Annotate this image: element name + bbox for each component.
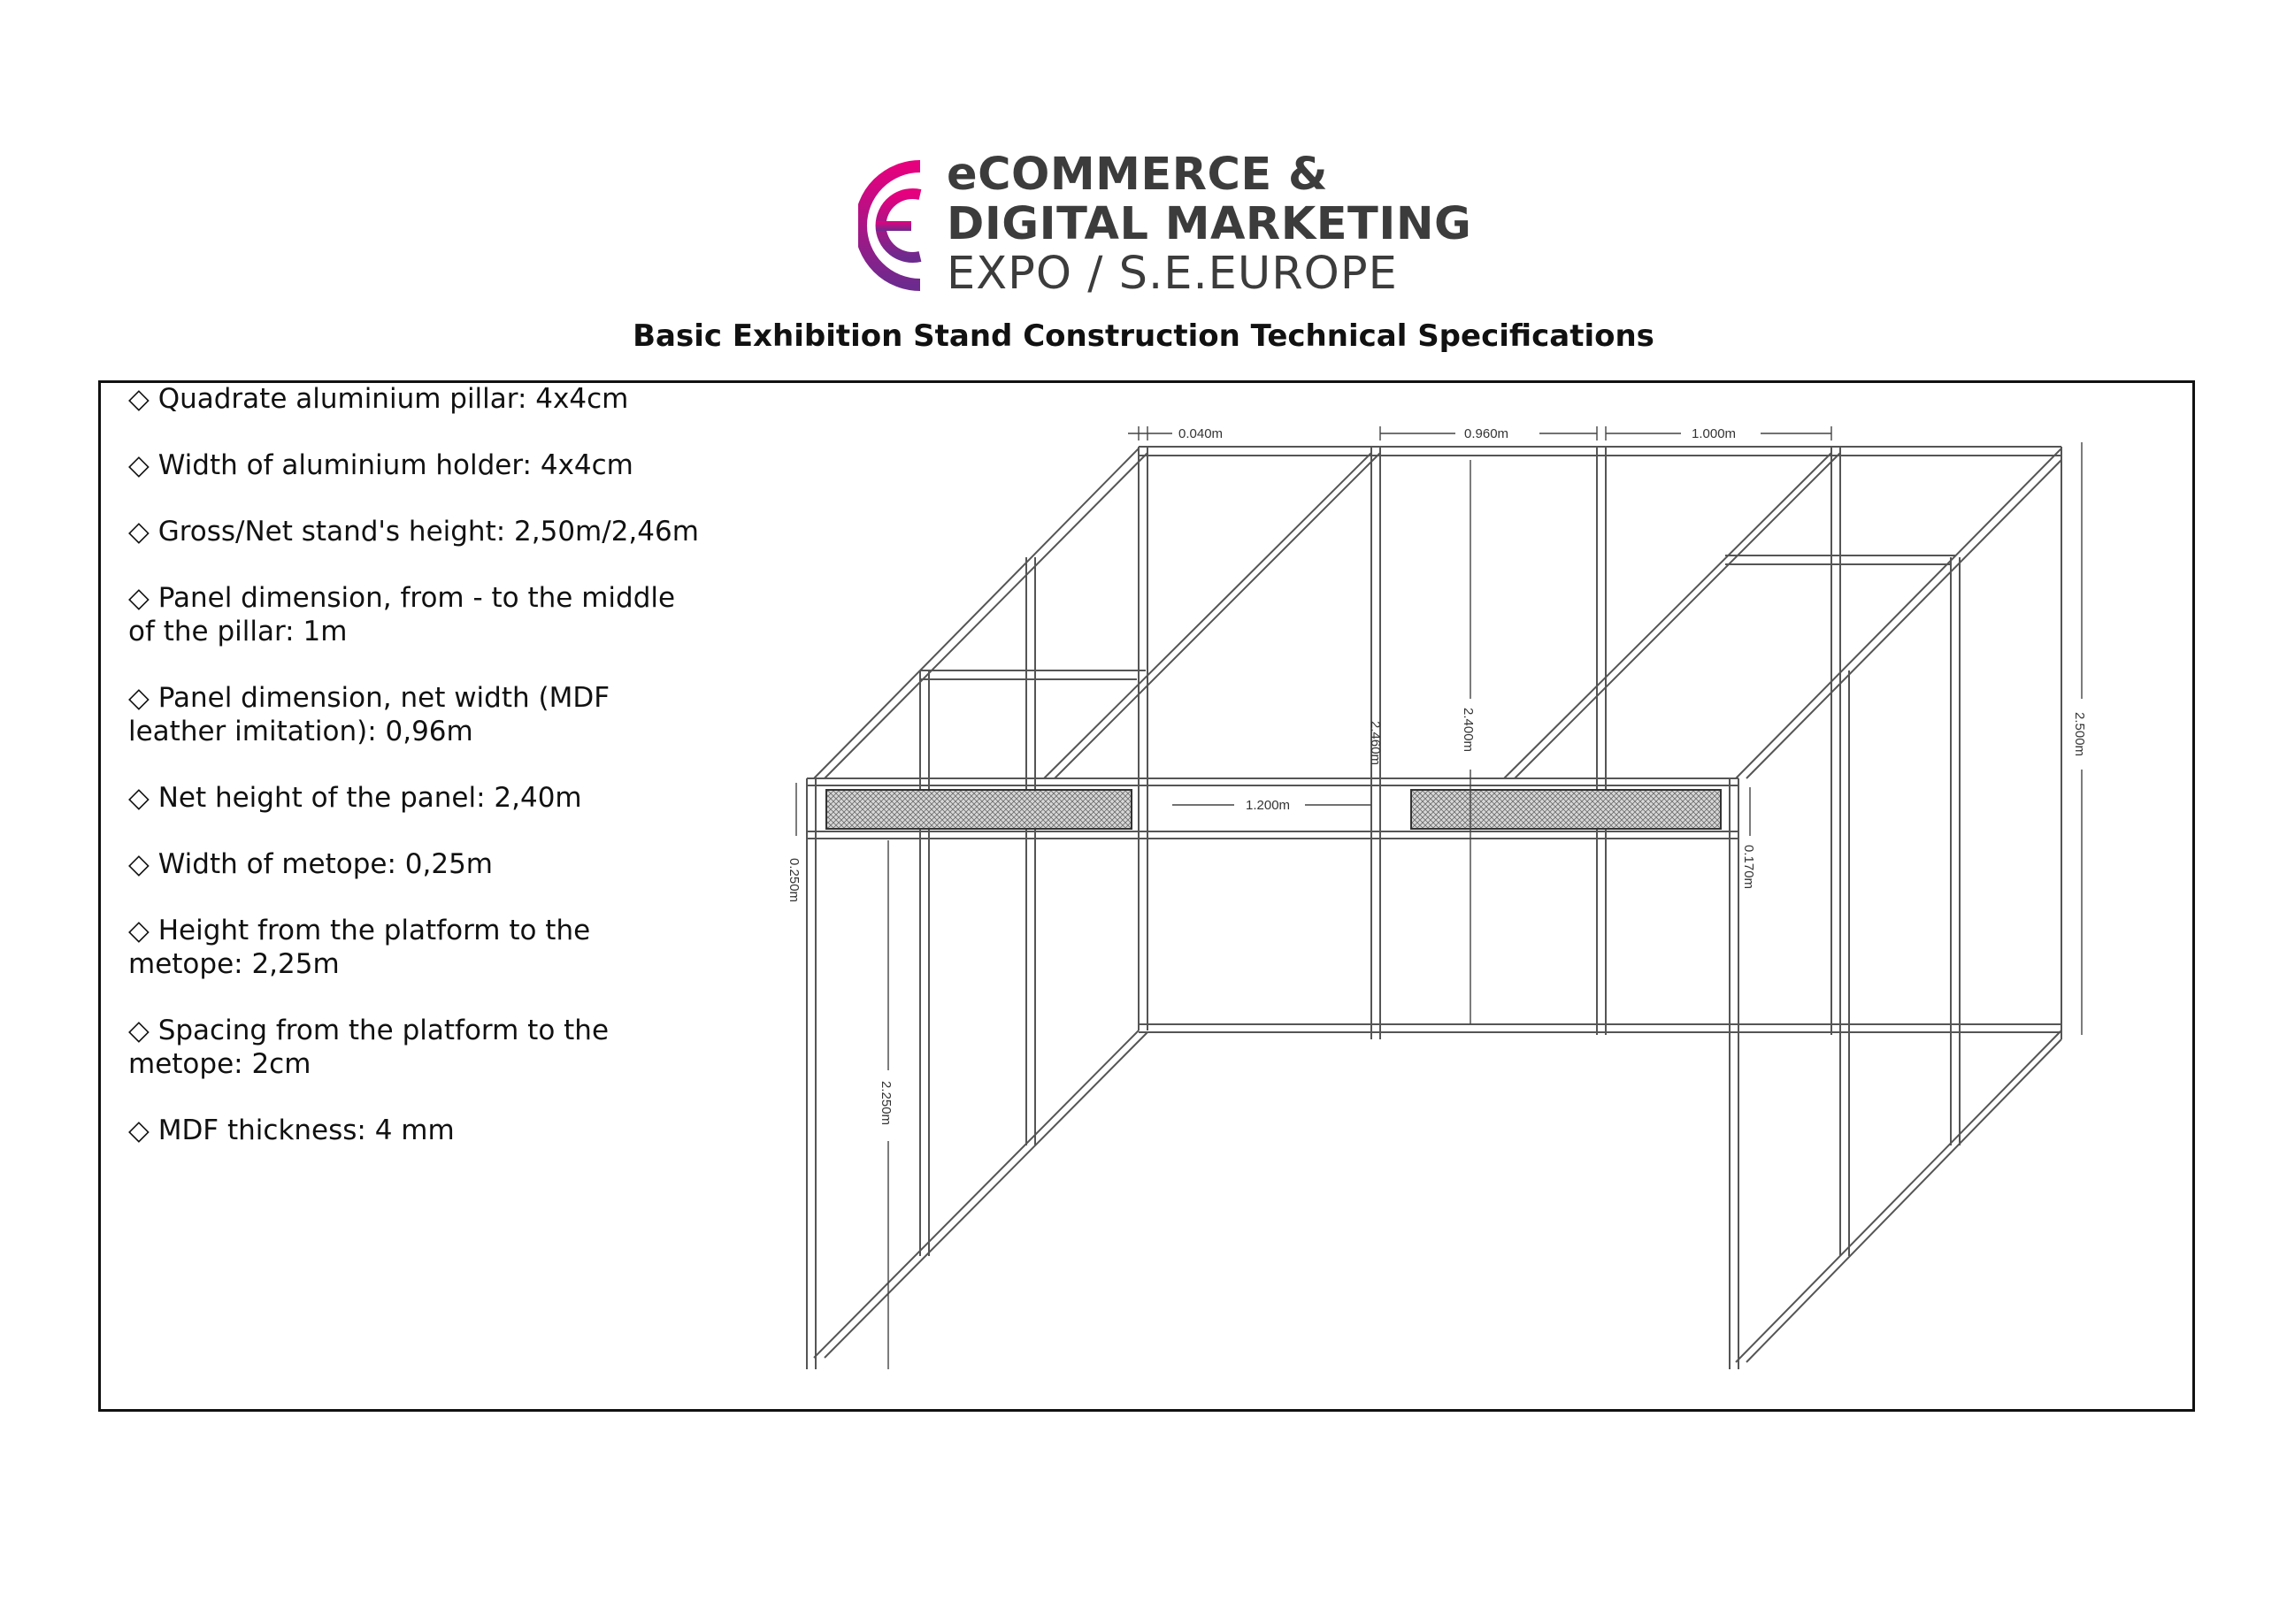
spec-item: ◇ Height from the platform to the metope: 2,25m [128, 915, 591, 980]
dim-top-pillar: 0.040m [1178, 426, 1224, 441]
dim-top-panel: 0.960m [1464, 426, 1509, 441]
metope-mesh-left [826, 790, 1132, 829]
spec-item: ◇ Width of aluminium holder: 4x4cm [128, 449, 633, 481]
stand-frame [807, 447, 2061, 1369]
dim-metope-inner: 0.170m [1741, 845, 1756, 890]
dim-metope-width: 0.250m [787, 858, 802, 903]
spec-item: ◇ Gross/Net stand's height: 2,50m/2,46m [128, 516, 699, 548]
logo-wordmark [947, 150, 1471, 299]
document-title: Basic Exhibition Stand Construction Technical Specifications [633, 318, 1654, 354]
dimension-labels [787, 426, 2087, 1125]
logo-line-3: EXPO / S.E.EUROPE [947, 248, 1398, 300]
dim-platform-metope: 2.250m [879, 1081, 894, 1126]
spec-item: ◇ Quadrate aluminium pillar: 4x4cm [128, 383, 629, 415]
spec-item: ◇ Panel dimension, net width (MDF leather imitation): 0,96m [128, 682, 610, 747]
dim-top-module: 1.000m [1692, 426, 1737, 441]
dim-metope-span: 1.200m [1246, 798, 1291, 813]
spec-list [128, 382, 703, 1180]
ec-logo-icon [858, 159, 929, 292]
spec-item: ◇ MDF thickness: 4 mm [128, 1115, 455, 1146]
dim-gross-height: 2.500m [2072, 712, 2087, 757]
stand-drawing [770, 416, 2150, 1389]
expo-logo [858, 149, 1472, 301]
logo-line-2: DIGITAL MARKETING [947, 198, 1472, 250]
spec-item: ◇ Panel dimension, from - to the middle of the pillar: 1m [128, 582, 676, 647]
dimension-lines [796, 426, 2082, 1369]
logo-line-1: eCOMMERCE & [947, 149, 1328, 201]
dim-panel-height: 2.400m [1461, 708, 1476, 753]
spec-item: ◇ Width of metope: 0,25m [128, 848, 494, 880]
dim-net-height: 2.460m [1368, 721, 1383, 766]
metope-mesh-right [1411, 790, 1721, 829]
spec-item: ◇ Spacing from the platform to the metope: 2cm [128, 1015, 610, 1080]
spec-item: ◇ Net height of the panel: 2,40m [128, 782, 582, 814]
